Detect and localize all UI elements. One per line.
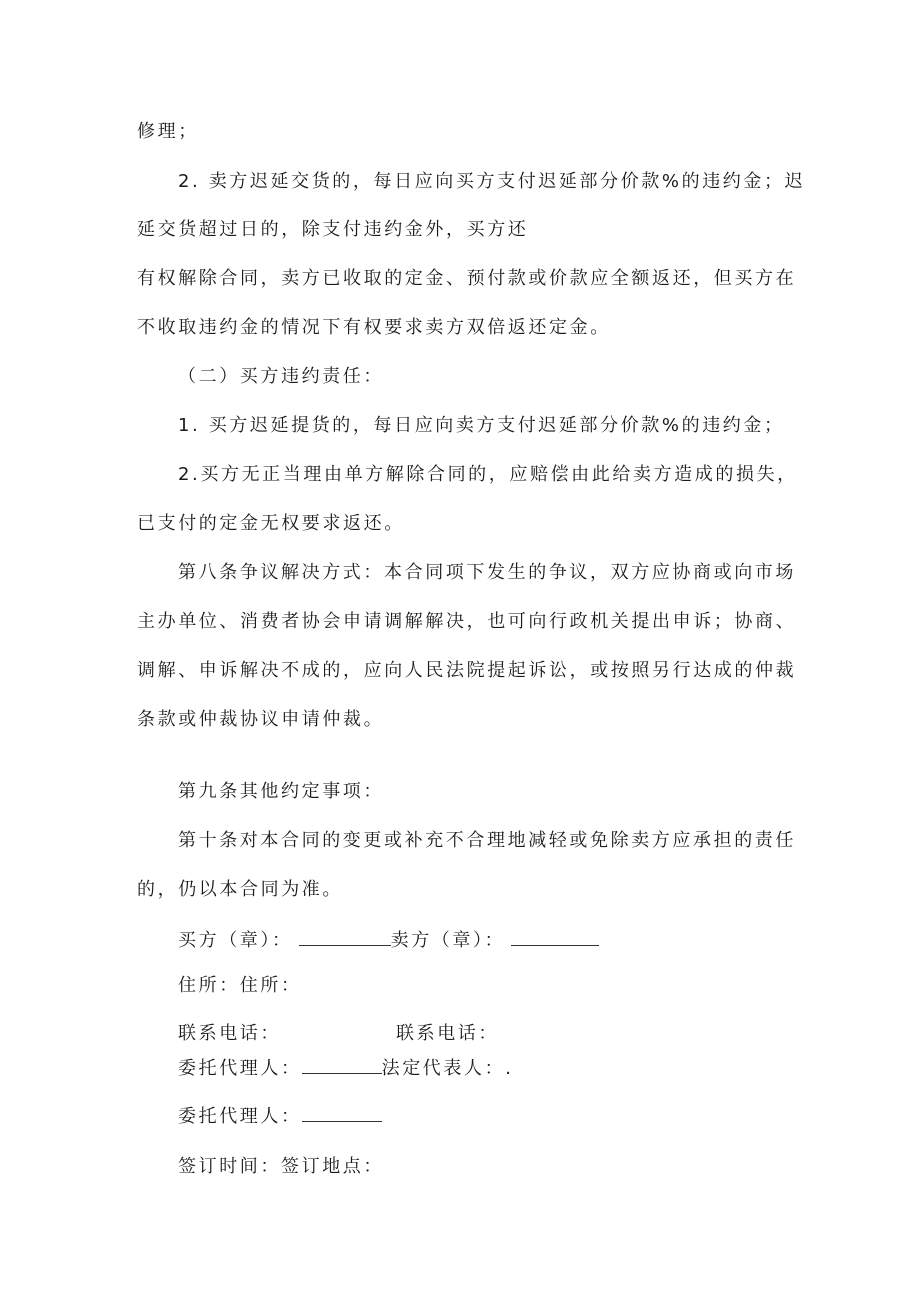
buyer-seal-blank[interactable]	[299, 927, 391, 946]
body-line: 延交货超过日的，除支付违约金外，买方还	[137, 219, 529, 240]
body-line: 修理；	[137, 121, 199, 142]
section-heading: （二）买方违约责任：	[178, 366, 384, 387]
phone-left-label: 联系电话：	[178, 1023, 281, 1044]
agent-row	[178, 1055, 514, 1081]
article-8-line: 条款或仲裁协议申请仲裁。	[137, 709, 385, 730]
signature-row-parties	[178, 927, 599, 953]
body-line: 已支付的定金无权要求返还。	[137, 513, 405, 534]
phone-right-label: 联系电话：	[396, 1023, 499, 1044]
article-8-line: 第八条争议解决方式：本合同项下发生的争议，双方应协商或向市场	[178, 562, 796, 583]
buyer-seal-label: 买方（章）：	[178, 930, 293, 951]
article-10-line: 第十条对本合同的变更或补充不合理地减轻或免除卖方应承担的责任	[178, 830, 796, 851]
agent-row-2	[178, 1103, 382, 1129]
seller-seal-label: 卖方（章）：	[390, 930, 506, 951]
agent-blank-2[interactable]	[302, 1103, 382, 1122]
body-line: 2. 卖方迟延交货的，每日应向买方支付迟延部分价款%的违约金；迟	[178, 171, 806, 192]
sign-time-place: 签订时间：签订地点：	[178, 1156, 384, 1177]
article-9-line: 第九条其他约定事项：	[178, 781, 384, 802]
agent-label: 委托代理人：	[178, 1058, 302, 1079]
legal-representative-label: 法定代表人：.	[381, 1058, 514, 1079]
article-10-line: 的，仍以本合同为准。	[137, 879, 343, 900]
agent-label-2: 委托代理人：	[178, 1106, 302, 1127]
agent-blank[interactable]	[302, 1055, 382, 1074]
body-line: 1. 买方迟延提货的，每日应向卖方支付迟延部分价款%的违约金；	[178, 415, 785, 436]
article-8-line: 调解、申诉解决不成的，应向人民法院提起诉讼，或按照另行达成的仲裁	[137, 660, 797, 681]
seller-seal-blank[interactable]	[511, 927, 599, 946]
body-line: 2.买方无正当理由单方解除合同的，应赔偿由此给卖方造成的损失，	[178, 464, 798, 485]
body-line: 有权解除合同，卖方已收取的定金、预付款或价款应全额返还，但买方在	[137, 268, 797, 289]
body-line: 不收取违约金的情况下有权要求卖方双倍返还定金。	[137, 317, 611, 338]
article-8-line: 主办单位、消费者协会申请调解解决，也可向行政机关提出申诉；协商、	[137, 611, 797, 632]
address-row: 住所：住所：	[178, 975, 302, 996]
